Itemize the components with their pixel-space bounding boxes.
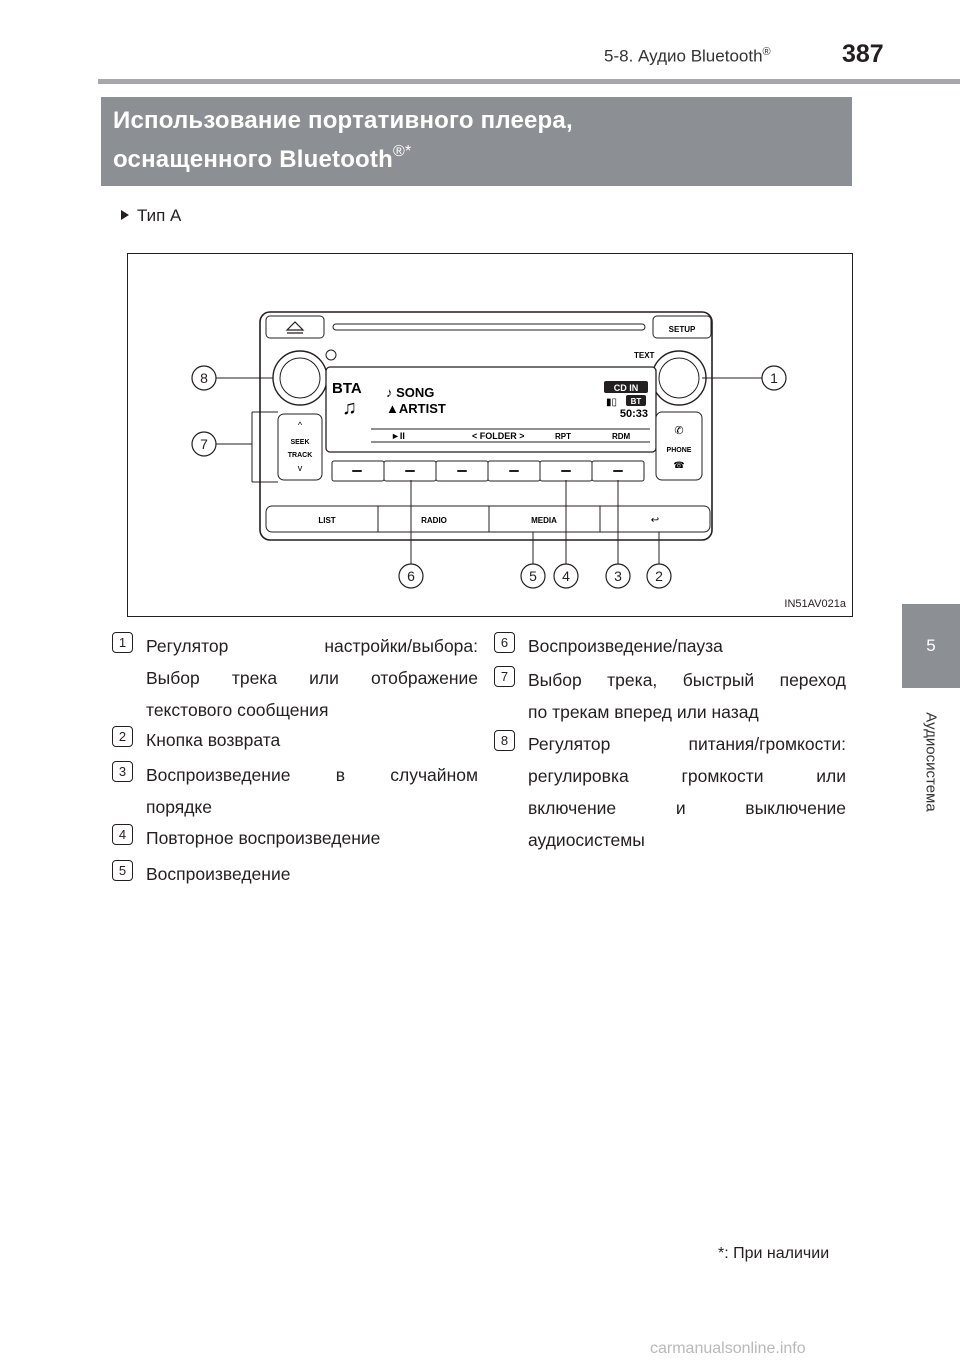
radio-button[interactable]: RADIO — [421, 516, 447, 525]
callout-2: 2 — [655, 568, 663, 584]
svg-text:^: ^ — [297, 420, 303, 430]
banner-title-line-2: оснащенного Bluetooth®* — [113, 143, 412, 173]
svg-text:SEEK: SEEK — [290, 439, 310, 446]
type-heading: Тип A — [121, 206, 181, 226]
svg-text:v: v — [297, 463, 303, 473]
tune-knob-inner — [659, 358, 699, 398]
bta-label: BTA — [332, 380, 362, 397]
back-icon[interactable]: ↩ — [650, 515, 660, 526]
preset-buttons[interactable] — [332, 461, 644, 481]
eject-button[interactable] — [266, 316, 324, 338]
text-label: TEXT — [634, 351, 655, 360]
callout-5: 5 — [529, 568, 537, 584]
callout-7: 7 — [200, 436, 208, 452]
callout-3: 3 — [614, 568, 622, 584]
setup-label: SETUP — [668, 325, 696, 334]
section-title: 5-8. Аудио Bluetooth® — [604, 46, 771, 66]
folder-label: < FOLDER > — [472, 431, 525, 441]
artist-label: ▲ARTIST — [386, 401, 446, 416]
play-pause-label: ►II — [391, 431, 405, 441]
svg-text:TRACK: TRACK — [287, 452, 313, 459]
figure-code: IN51AV021a — [784, 598, 846, 610]
svg-text:PHONE: PHONE — [666, 447, 692, 454]
triangle-bullet-icon — [121, 210, 129, 220]
banner-title-line-1: Использование портативного плеера, — [113, 107, 573, 134]
audio-panel-figure — [127, 253, 853, 617]
callout-1: 1 — [770, 370, 778, 386]
watermark: carmanualsonline.info — [650, 1340, 806, 1357]
callout-6: 6 — [407, 568, 415, 584]
rdm-label: RDM — [612, 432, 631, 441]
header-rule — [98, 79, 960, 84]
time-display: 50:33 — [619, 408, 648, 420]
rpt-label: RPT — [555, 432, 571, 441]
title-banner — [101, 97, 852, 186]
phone-icon: ✆ — [674, 425, 684, 437]
chapter-tab-label: Аудиосистема — [922, 712, 940, 812]
svg-text:BT: BT — [630, 397, 642, 406]
chapter-tab-number[interactable]: 5 — [902, 604, 960, 688]
hangup-icon: ☎ — [673, 460, 685, 470]
page-number: 387 — [842, 40, 884, 68]
callout-8: 8 — [200, 370, 208, 386]
signal-icon: ▮▯ — [606, 397, 618, 408]
cd-slot — [333, 324, 645, 330]
media-button[interactable]: MEDIA — [531, 516, 557, 525]
callout-4: 4 — [562, 568, 570, 584]
svg-text:CD IN: CD IN — [613, 383, 639, 393]
song-label: ♪ SONG — [386, 385, 435, 400]
music-note-icon: ♫ — [342, 397, 357, 419]
volume-knob-inner — [280, 358, 320, 398]
footnote: *: При наличии — [718, 1245, 830, 1262]
list-button[interactable]: LIST — [318, 516, 336, 525]
